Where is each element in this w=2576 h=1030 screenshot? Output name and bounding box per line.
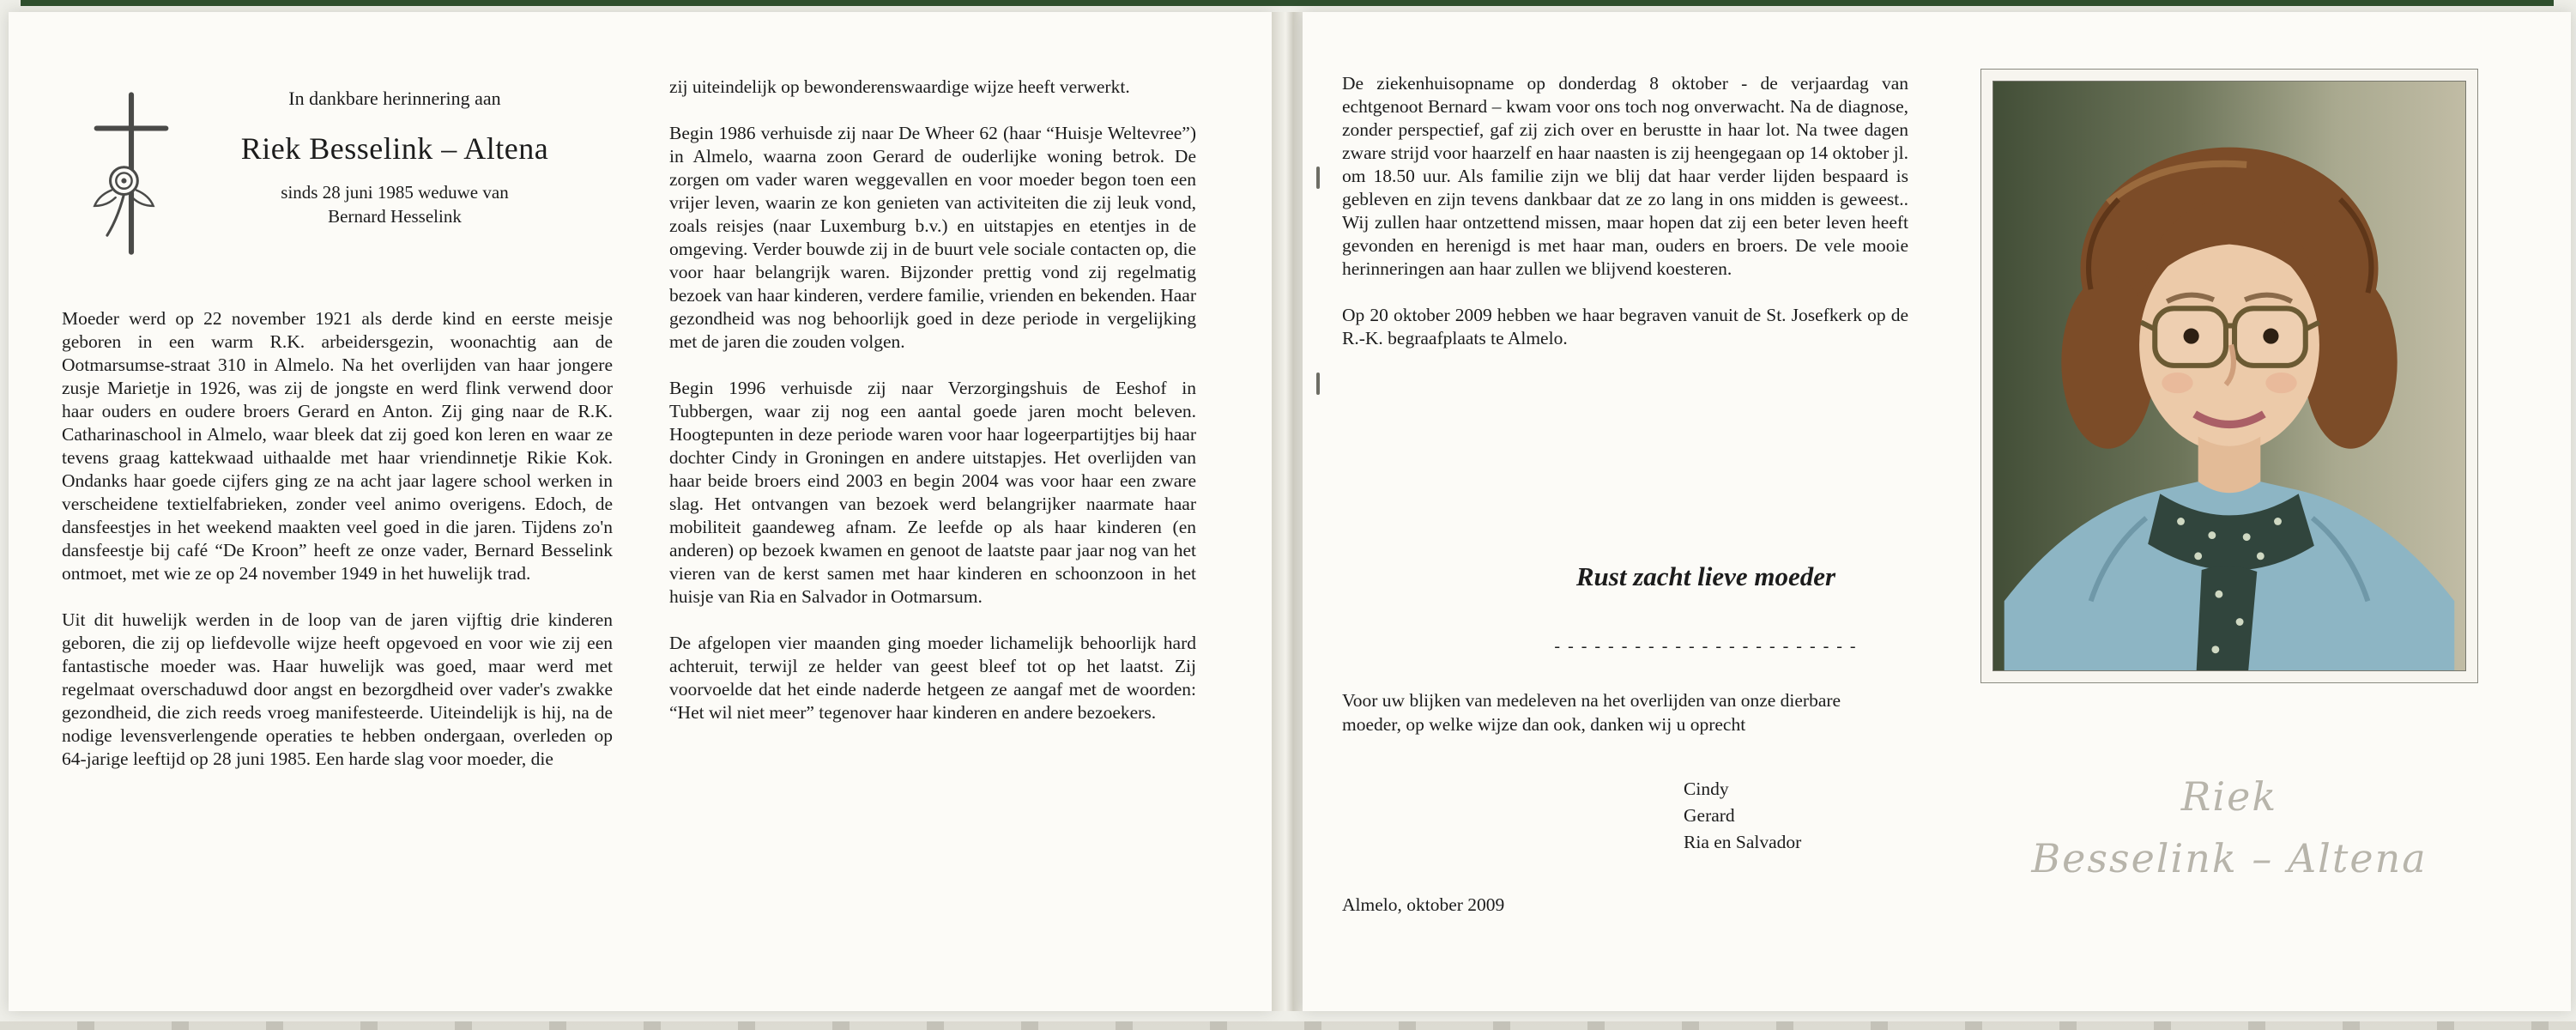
body-paragraph: Uit dit huwelijk werden in de loop van de jaren vijftig drie kinderen geboren, die zij op liefdevolle wijze heeft opgevoed en voor wie zij een fantastische moeder was. Haar huwelijk was goed, maar werd met regelmaat overschaduwd door angst en bezorgdheid over vader's zwakke gezondheid, die zich reeds vroeg manifesteerde. Uiteindelijk is hij, na de nodige levensverlengende operaties te hebben ondergaan, overleden op 64-jarige leeftijd op 28 juni 1985. Een harde slag voor moeder, die [62,609,613,769]
dashed-divider: - - - - - - - - - - - - - - - - - - - - - - - [1554,637,1858,656]
memorial-card-right-page [1303,12,2571,1011]
scan-fold-mark [1316,373,1320,395]
place-and-date: Almelo, oktober 2009 [1342,894,1505,915]
deceased-name: Riek Besselink – Altena [240,131,549,166]
memorial-header [163,88,626,228]
acknowledgement-text: Voor uw blijken van medeleven na het overlijden van onze dierbare moeder, op welke wijze dan ook, danken wij u oprecht [1342,690,1841,735]
family-name: Ria en Salvador [1684,832,1802,852]
page-fold-gutter [1272,12,1303,1011]
portrait-photo-frame [1980,69,2478,683]
left-page-column-2 [669,76,1196,724]
script-name-caption [1972,766,2487,889]
body-paragraph: Begin 1996 verhuisde zij naar Verzorgingshuis de Eeshof in Tubbergen, waar zij nog een aantal goede jaren mocht beleven. Hoogtepunten in deze periode waren voor haar logeerpartijtjes bij haar dochter Cindy in Groningen en andere uitstapjes. Het overlijden van haar beide broers eind 2003 en begin 2004 was voor haar een zware slag. Het ontvangen van bezoek werd belangrijker naarmate haar mobiliteit gaandeweg afnam. Ze leefde op als haar kinderen (en anderen) op bezoek kwamen en genoot de laatste paar jaar nog van het vieren van de kerst samen met haar kinderen en schoonzoon in het huisje van Ria en Salvador in Ootmarsum. [669,378,1196,607]
family-names-list [1684,776,1801,856]
widow-line-2: Bernard Hesselink [328,206,462,227]
right-page-column-1 [1342,72,1908,350]
portrait-photo [1992,81,2466,671]
body-paragraph: De afgelopen vier maanden ging moeder lichamelijk behoorlijk hard achteruit, terwijl ze helder van geest bleef tot op het laatst. Zij voorvoelde dat het einde naderde hetgeen ze aangaf met de woorden: “Het wil niet meer” tegenover haar kinderen en andere bezoekers. [669,633,1196,723]
script-name-line-2: Besselink – Altena [2031,835,2428,882]
dedication-line: In dankbare herinnering aan [288,88,501,109]
body-paragraph: De ziekenhuisopname op donderdag 8 oktober - de verjaardag van echtgenoot Bernard – kwam voor ons toch nog onverwacht. Na de diagnose, zonder perspectief, gaf zij zich over en berustte in haar lot. Na twee dagen zware strijd voor haarzelf en haar naasten is zij heengegaan op 14 oktober jl. om 18.50 uur. Als familie zijn we blij dat haar verder lijden bespaard is gebleven en zijn tevens dankbaar dat ze zo lang in ons midden is geweest.. Wij zullen haar ontzettend missen, maar hopen dat zij een beter leven heeft gevonden en herenigd is met haar man, ouders en broers. De vele mooie herinneringen aan haar zullen we blijvend koesteren. [1342,73,1908,279]
farewell-quote: Rust zacht lieve moeder [1575,561,1836,591]
scan-top-edge-artifact [21,0,2554,6]
script-name-line-1: Riek [2180,773,2278,820]
body-paragraph: Begin 1986 verhuisde zij naar De Wheer 62 (haar “Huisje Weltevree”) in Almelo, waarna zoon Gerard de ouderlijke woning betrok. De zorgen om vader waren weggevallen en voor moeder begon toen een vrijer leven, waarin ze kon genieten van activiteiten die zij leuk vond, zoals reisjes (naar Luxemburg b.v.) en uitstapjes en etentjes in de omgeving. Verder bouwde zij in de buurt vele sociale contacten op, die voor haar belangrijk waren. Bijzonder prettig vond zij regelmatig bezoek van haar kinderen, verdere familie, vrienden en bekenden. Haar gezondheid was nog behoorlijk goed in deze periode in vergelijking met de jaren die zouden volgen. [669,123,1196,352]
family-name: Gerard [1684,805,1735,826]
widow-line-1: sinds 28 juni 1985 weduwe van [281,182,509,203]
memorial-card-left-page [9,12,1272,1011]
scan-bottom-edge-artifact [0,1021,2576,1030]
body-paragraph: zij uiteindelijk op bewonderenswaardige wijze heeft verwerkt. [669,76,1130,97]
left-page-column-1 [62,307,613,771]
family-name: Cindy [1684,779,1729,799]
body-paragraph: Moeder werd op 22 november 1921 als derde kind en eerste meisje geboren in een warm R.K. arbeidersgezin, woonachtig aan de Ootmarsumse-straat 310 in Almelo. Na het overlijden van haar jongere zusje Marietje in 1926, was zij de jongste en werd flink verwend door haar ouders en oudere broers Gerard en Anton. Zij ging naar de R.K. Catharinaschool in Almelo, waar bleek dat zij goed kon leren en waar ze tevens graag kattekwaad uithaalde met haar vriendinnetje Rikie Kok. Ondanks haar goede cijfers ging ze na acht jaar lagere school werken in verscheidene textielfabrieken, zonder veel animo overigens. Edoch, de dansfeestjes in het weekend maakten veel goed in die jaren. Tijdens zo'n dansfeestje bij café “De Kroon” heeft ze onze vader, Bernard Besselink ontmoet, met wie ze op 24 november 1949 in het huwelijk trad. [62,308,613,584]
body-paragraph: Op 20 oktober 2009 hebben we haar begraven vanuit de St. Josefkerk op de R.-K. begraafplaats te Almelo. [1342,305,1908,348]
scan-fold-mark [1316,167,1320,189]
